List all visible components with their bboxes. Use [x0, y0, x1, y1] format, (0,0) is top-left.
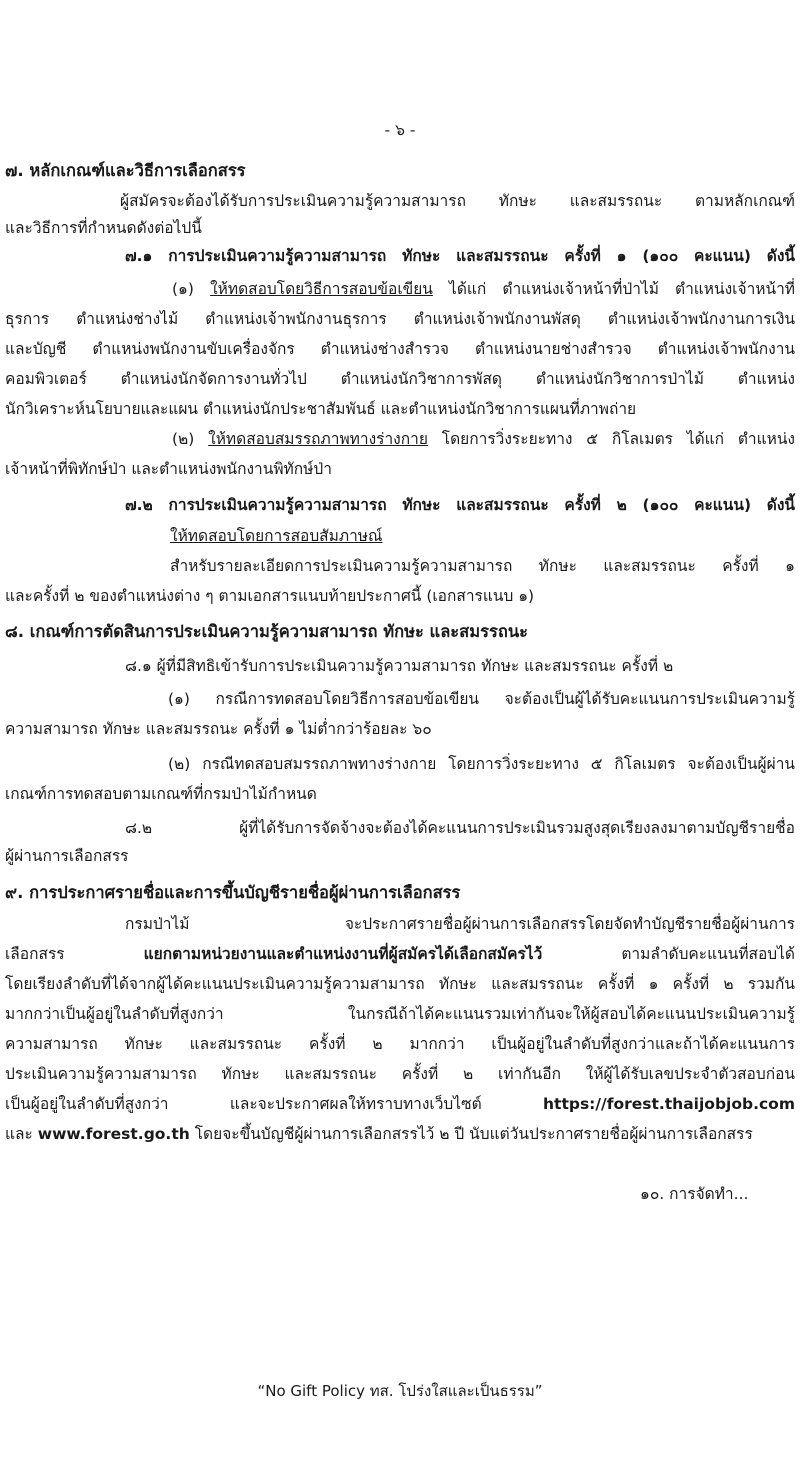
section-9-line-5: ความสามารถ ทักษะ และสมรรถนะ ครั้งที่ ๒ มากกว่า เป็นผู้อยู่ในลำดับที่สูงกว่าและถ้าได้คะแนนการ: [5, 1035, 795, 1053]
section-7-1-item-1-line-1: (๑) ให้ทดสอบโดยวิธีการสอบข้อเขียน ได้แก่ ตำแหน่งเจ้าหน้าที่ป่าไม้ ตำแหน่งเจ้าหน้าที่: [172, 280, 795, 298]
section-7-2-method: ให้ทดสอบโดยการสอบสัมภาษณ์: [170, 527, 383, 545]
section-9-line-7: เป็นผู้อยู่ในลำดับที่สูงกว่า และจะประกาศผลให้ทราบทางเว็บไซต์ https://forest.thaijobjob.com: [5, 1095, 795, 1113]
section-9-line-8: และ www.forest.go.th โดยจะขึ้นบัญชีผู้ผ่านการเลือกสรรไว้ ๒ ปี นับแต่วันประกาศรายชื่อผู้ผ่านการเลือกสรร: [5, 1125, 753, 1143]
section-8-heading: ๘. เกณฑ์การตัดสินการประเมินความรู้ความสามารถ ทักษะ และสมรรถนะ: [5, 622, 528, 641]
section-7-1-item-1-line-2: ธุรการ ตำแหน่งช่างไม้ ตำแหน่งเจ้าพนักงานธุรการ ตำแหน่งเจ้าพนักงานพัสดุ ตำแหน่งเจ้าพนักงานการเงิน: [5, 310, 795, 328]
section-8-1-item-2-line-2: เกณฑ์การทดสอบตามเกณฑ์ที่กรมป่าไม้กำหนด: [5, 785, 317, 803]
section-7-heading: ๗. หลักเกณฑ์และวิธีการเลือกสรร: [5, 161, 246, 180]
section-7-1-item-1-line-5: นักวิเคราะห์นโยบายและแผน ตำแหน่งนักประชาสัมพันธ์ และตำแหน่งนักวิชาการแผนที่ภาพถ่าย: [5, 400, 637, 418]
section-9-line-6: ประเมินความรู้ความสามารถ ทักษะ และสมรรถนะ ครั้งที่ ๒ เท่ากันอีก ให้ผู้ได้รับเลขประจำตัวสอบก่อน: [5, 1065, 795, 1083]
forest-website-url: www.forest.go.th: [37, 1125, 190, 1143]
section-7-1-item-2-line-2: เจ้าหน้าที่พิทักษ์ป่า และตำแหน่งพนักงานพิทักษ์ป่า: [5, 460, 332, 478]
section-9-line-2: เลือกสรร แยกตามหน่วยงานและตำแหน่งงานที่ผู้สมัครได้เลือกสมัครไว้ ตามลำดับคะแนนที่สอบได้: [5, 945, 795, 963]
section-8-1: ๘.๑ ผู้ที่มีสิทธิเข้ารับการประเมินความรู้ความสามารถ ทักษะ และสมรรถนะ ครั้งที่ ๒: [125, 657, 674, 675]
page-number: - ๖ -: [384, 121, 416, 139]
section-7-2-detail-line-1: สำหรับรายละเอียดการประเมินความรู้ความสามารถ ทักษะ และสมรรถนะ ครั้งที่ ๑: [170, 557, 795, 575]
section-8-2-line-1: ๘.๒ ผู้ที่ได้รับการจัดจ้างจะต้องได้คะแนนการประเมินรวมสูงสุดเรียงลงมาตามบัญชีรายชื่อ: [125, 819, 795, 837]
section-7-intro-line-1: ผู้สมัครจะต้องได้รับการประเมินความรู้ความสามารถ ทักษะ และสมรรถนะ ตามหลักเกณฑ์: [120, 192, 795, 210]
section-9-emphasis: แยกตามหน่วยงานและตำแหน่งงานที่ผู้สมัครได้เลือกสมัครไว้: [143, 945, 543, 963]
section-8-1-item-1-line-1: (๑) กรณีการทดสอบโดยวิธีการสอบข้อเขียน จะต้องเป็นผู้ได้รับคะแนนการประเมินความรู้: [168, 690, 795, 708]
written-exam-method: ให้ทดสอบโดยวิธีการสอบข้อเขียน: [210, 280, 433, 298]
section-7-2-detail-line-2: และครั้งที่ ๒ ของตำแหน่งต่าง ๆ ตามเอกสารแนบท้ายประกาศนี้ (เอกสารแนบ ๑): [5, 587, 535, 605]
continuation-marker: ๑๐. การจัดทำ...: [640, 1185, 749, 1203]
physical-test-method: ให้ทดสอบสมรรถภาพทางร่างกาย: [208, 430, 428, 448]
section-8-1-item-1-line-2: ความสามารถ ทักษะ และสมรรถนะ ครั้งที่ ๑ ไม่ต่ำกว่าร้อยละ ๖๐: [5, 720, 432, 738]
section-9-heading: ๙. การประกาศรายชื่อและการขึ้นบัญชีรายชื่อผู้ผ่านการเลือกสรร: [5, 883, 461, 902]
section-7-intro-line-2: และวิธีการที่กำหนดดังต่อไปนี้: [5, 219, 202, 237]
section-8-1-item-2-line-1: (๒) กรณีทดสอบสมรรถภาพทางร่างกาย โดยการวิ่งระยะทาง ๕ กิโลเมตร จะต้องเป็นผู้ผ่าน: [168, 755, 795, 773]
section-8-2-line-2: ผู้ผ่านการเลือกสรร: [5, 847, 129, 865]
section-7-1-item-1-line-3: และบัญชี ตำแหน่งพนักงานขับเครื่องจักร ตำแหน่งช่างสำรวจ ตำแหน่งนายช่างสำรวจ ตำแหน่งเจ้าพนักงาน: [5, 340, 795, 358]
section-9-line-3: โดยเรียงลำดับที่ได้จากผู้ได้คะแนนประเมินความรู้ความสามารถ ทักษะ และสมรรถนะ ครั้งที่ ๑ ครั้งที่ ๒ รวมกัน: [5, 975, 795, 993]
section-9-line-4: มากกว่าเป็นผู้อยู่ในลำดับที่สูงกว่า ในกรณีถ้าได้คะแนนรวมเท่ากันจะให้ผู้สอบได้คะแนนประเมินความรู้: [5, 1005, 795, 1023]
section-7-1-item-2-line-1: (๒) ให้ทดสอบสมรรถภาพทางร่างกาย โดยการวิ่งระยะทาง ๕ กิโลเมตร ได้แก่ ตำแหน่ง: [172, 430, 795, 448]
section-7-1-title: ๗.๑ การประเมินความรู้ความสามารถ ทักษะ และสมรรถนะ ครั้งที่ ๑ (๑๐๐ คะแนน) ดังนี้: [125, 247, 795, 265]
section-9-line-1: กรมป่าไม้ จะประกาศรายชื่อผู้ผ่านการเลือกสรรโดยจัดทำบัญชีรายชื่อผู้ผ่านการ: [125, 915, 795, 933]
thaijobjob-url: https://forest.thaijobjob.com: [543, 1095, 795, 1113]
section-7-2-title: ๗.๒ การประเมินความรู้ความสามารถ ทักษะ และสมรรถนะ ครั้งที่ ๒ (๑๐๐ คะแนน) ดังนี้: [125, 496, 795, 514]
section-7-1-item-1-line-4: คอมพิวเตอร์ ตำแหน่งนักจัดการงานทั่วไป ตำแหน่งนักวิชาการพัสดุ ตำแหน่งนักวิชาการป่าไม้ ตำแหน่ง: [5, 370, 795, 388]
footer-policy: “No Gift Policy ทส. โปร่งใสและเป็นธรรม”: [257, 1382, 543, 1400]
